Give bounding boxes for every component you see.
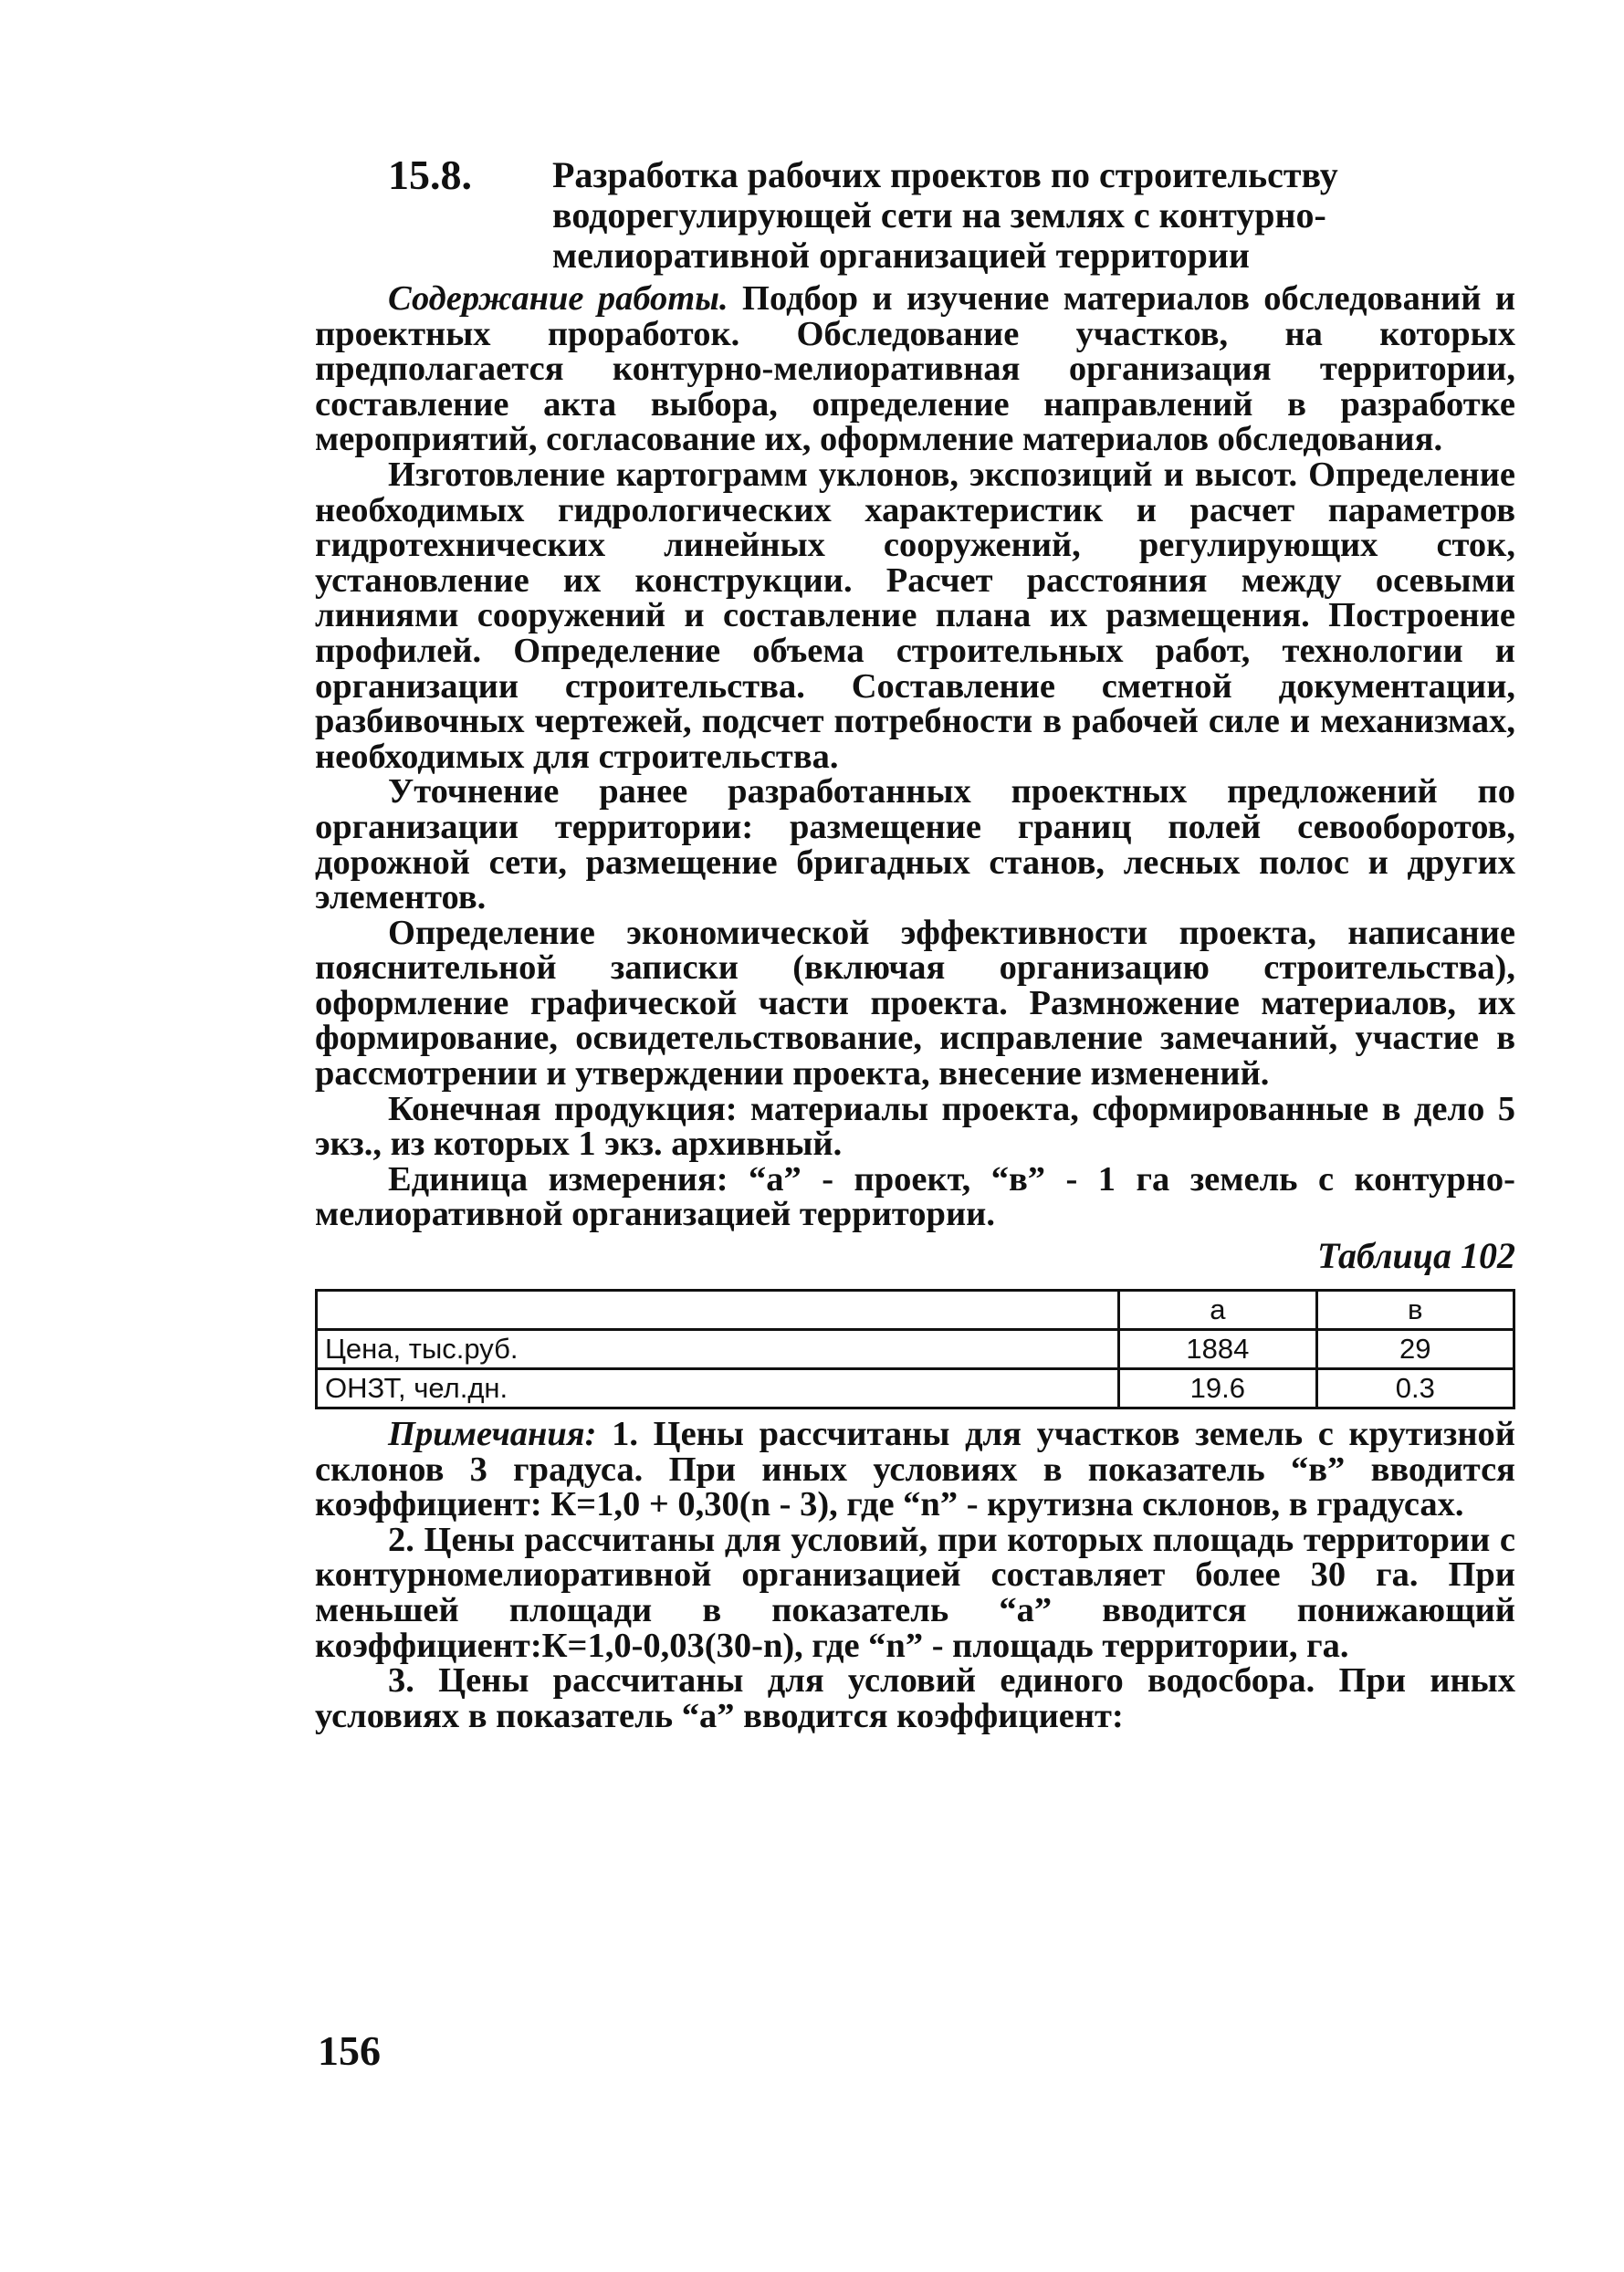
table-cell: 19.6 bbox=[1119, 1369, 1316, 1408]
table-label: Таблица 102 bbox=[1317, 1235, 1515, 1277]
note-3: 3. Цены рассчитаны для условий единого водосбора. При иных условиях в показатель “а” вводится коэффициент: bbox=[315, 1661, 1515, 1735]
table-header-cell: в bbox=[1316, 1291, 1514, 1330]
table-header-cell bbox=[317, 1291, 1119, 1330]
table-row bbox=[317, 1330, 1514, 1369]
paragraph: Уточнение ранее разработанных проектных предложений по организации территории: размещение границ полей севооборотов, дорожной сети, размещение бригадных станов, лесных полос и других элементов. bbox=[315, 772, 1515, 917]
paragraph-unit-of-measure: Единица измерения: “а” - проект, “в” - 1 га земель с контурно-мелиоративной организацией территории. bbox=[315, 1159, 1515, 1234]
page-content bbox=[315, 152, 1516, 1735]
paragraph-final-product: Конечная продукция: материалы проекта, сформированные в дело 5 экз., из которых 1 экз. архивный. bbox=[315, 1089, 1515, 1164]
section-number: 15.8. bbox=[388, 152, 472, 198]
paragraph-content-of-work bbox=[315, 281, 1515, 457]
note-text: 1. Цены рассчитаны для участков земель с крутизной склонов 3 градуса. При иных условиях в показатель “в” вводится коэффициент: К=1,0 + 0,30(n - 3), где “n” - крутизна склонов, в градусах. bbox=[315, 1415, 1515, 1524]
table-header-row bbox=[317, 1291, 1514, 1330]
table-cell: 29 bbox=[1316, 1330, 1514, 1369]
note-2: 2. Цены рассчитаны для условий, при которых площадь территории с контурномелиоративной организацией составляет более 30 га. При меньшей площади в показатель “а” вводится понижающий коэффициент:К=1,0-0,03(30-n), где “n” - площадь территории, га. bbox=[315, 1520, 1515, 1665]
notes-lead: Примечания: bbox=[388, 1415, 597, 1454]
section-heading bbox=[388, 152, 1515, 276]
table-cell: Цена, тыс.руб. bbox=[317, 1330, 1119, 1369]
section-title: Разработка рабочих проектов по строительству водорегулирующей сети на землях с контурно-мелиоративной организацией территории bbox=[552, 154, 1338, 276]
price-table bbox=[315, 1289, 1515, 1409]
paragraph: Определение экономической эффективности проекта, написание пояснительной записки (включая организацию строительства), оформление графической части проекта. Размножение материалов, их формирование, освидетельствование, исправление замечаний, участие в рассмотрении и утверждении проекта, внесение изменений. bbox=[315, 913, 1515, 1094]
page-number: 156 bbox=[318, 2027, 381, 2074]
paragraph-lead: Содержание работы. bbox=[388, 279, 728, 318]
table-cell: ОНЗТ, чел.дн. bbox=[317, 1369, 1119, 1408]
note-1 bbox=[315, 1417, 1515, 1523]
table-header-cell: а bbox=[1119, 1291, 1316, 1330]
paragraph: Изготовление картограмм уклонов, экспозиций и высот. Определение необходимых гидрологических характеристик и расчет параметров гидротехнических линейных сооружений, регулирующих сток, установление их конструкции. Расчет расстояния между осевыми линиями сооружений и составление плана их размещения. Построение профилей. Определение объема строительных работ, технологии и организации строительства. Составление сметной документации, разбивочных чертежей, подсчет потребности в рабочей силе и механизмах, необходимых для строительства. bbox=[315, 455, 1515, 776]
paragraph-text: Подбор и изучение материалов обследований и проектных проработок. Обследование участков, на которых предполагается контурно-мелиоративная организация территории, составление акта выбора, определение направлений в разработке мероприятий, согласование их, оформление материалов обследования. bbox=[315, 279, 1516, 459]
table-row bbox=[317, 1369, 1514, 1408]
table-cell: 0.3 bbox=[1316, 1369, 1514, 1408]
table-cell: 1884 bbox=[1119, 1330, 1316, 1369]
